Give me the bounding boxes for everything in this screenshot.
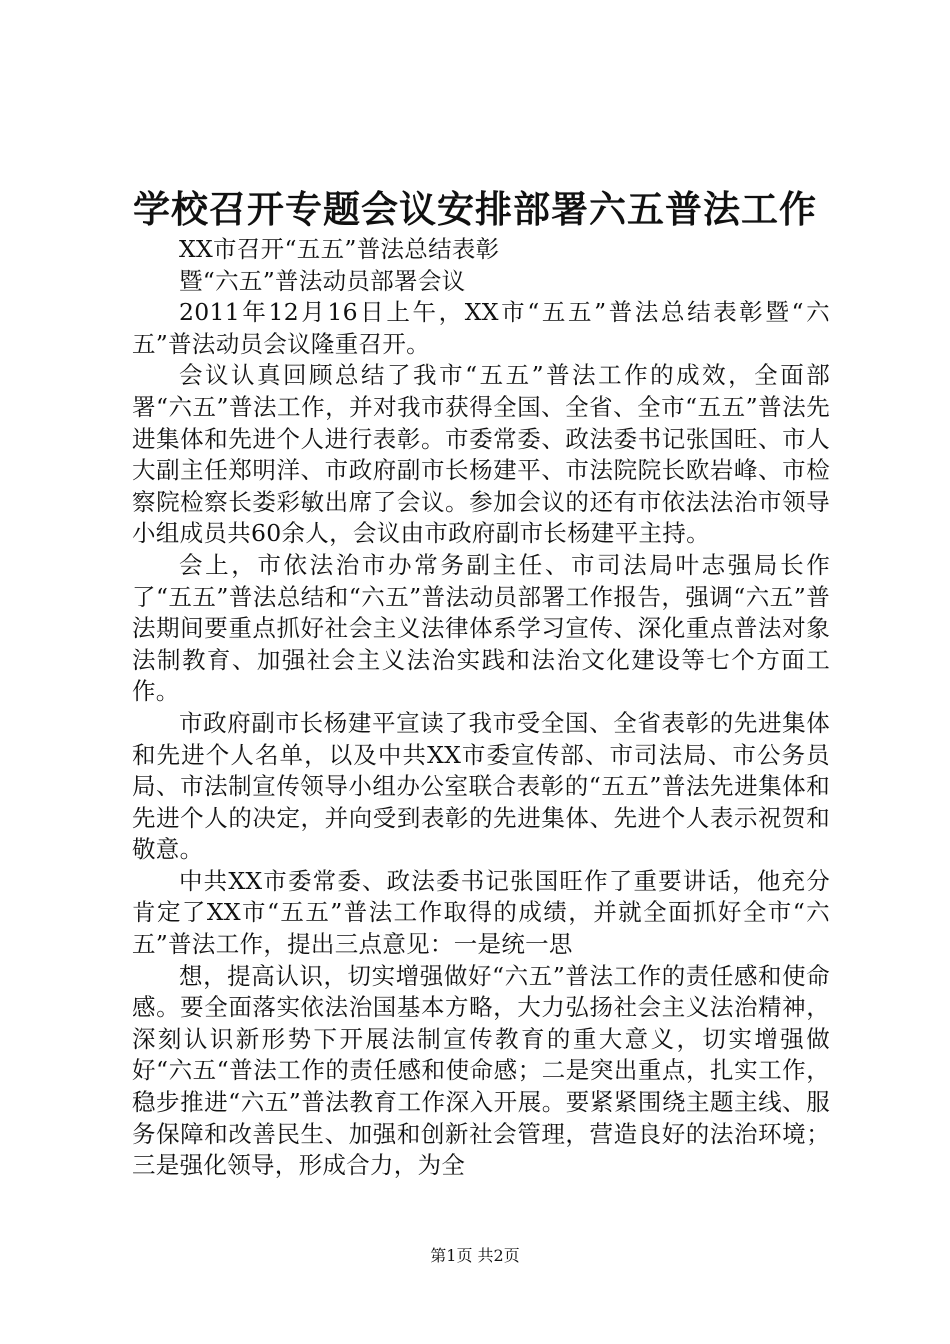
paragraph-4: 市政府副市长杨建平宣读了我市受全国、全省表彰的先进集体和先进个人名单，以及中共XX市委宣传部、市司法局、市公务员局、市法制宣传领导小组办公室联合表彰的“五五”普法先进集体和先进个人的决定，并向受到表彰的先进集体、先进个人表示祝贺和敬意。: [132, 708, 830, 864]
paragraph-6: 想，提高认识，切实增强做好“六五”普法工作的责任感和使命感。要全面落实依法治国基本方略，大力弘扬社会主义法治精神，深刻认识新形势下开展法制宣传教育的重大意义，切实增强做好“六五“普法工作的责任感和使命感；二是突出重点，扎实工作，稳步推进“六五”普法教育工作深入开展。要紧紧围绕主题主线、服务保障和改善民生、加强和创新社会管理，营造良好的法治环境；三是强化领导，形成合力，为全: [132, 961, 830, 1180]
page-number-footer: 第1页 共2页: [430, 1246, 520, 1265]
paragraph-2: 会议认真回顾总结了我市“五五”普法工作的成效，全面部署“六五”普法工作，并对我市获得全国、全省、全市“五五”普法先进集体和先进个人进行表彰。市委常委、政法委书记张国旺、市人大副主任郑明洋、市政府副市长杨建平、市法院院长欧岩峰、市检察院检察长娄彩敏出席了会议。参加会议的还有市依法法治市领导小组成员共60余人，会议由市政府副市长杨建平主持。: [132, 361, 830, 548]
paragraph-5: 中共XX市委常委、政法委书记张国旺作了重要讲话，他充分肯定了XX市“五五”普法工作取得的成绩，并就全面抓好全市“六五”普法工作，提出三点意见：一是统一思: [132, 866, 830, 959]
subtitle-line-1: XX市召开“五五”普法总结表彰: [179, 235, 500, 263]
document-body: [132, 234, 830, 1182]
paragraph-3: 会上，市依法治市办常务副主任、市司法局叶志强局长作了“五五”普法总结和“六五”普法动员部署工作报告，强调“六五”普法期间要重点抓好社会主义法律体系学习宣传、深化重点普法对象法制教育、加强社会主义法治实践和法治文化建设等七个方面工作。: [132, 550, 830, 706]
paragraph-1: 2011年12月16日上午，XX市“五五”普法总结表彰暨“六五”普法动员会议隆重召开。: [132, 298, 830, 358]
subtitle-line-2: 暨“六五”普法动员部署会议: [179, 266, 466, 295]
document-title: 学校召开专题会议安排部署六五普法工作: [133, 187, 817, 231]
